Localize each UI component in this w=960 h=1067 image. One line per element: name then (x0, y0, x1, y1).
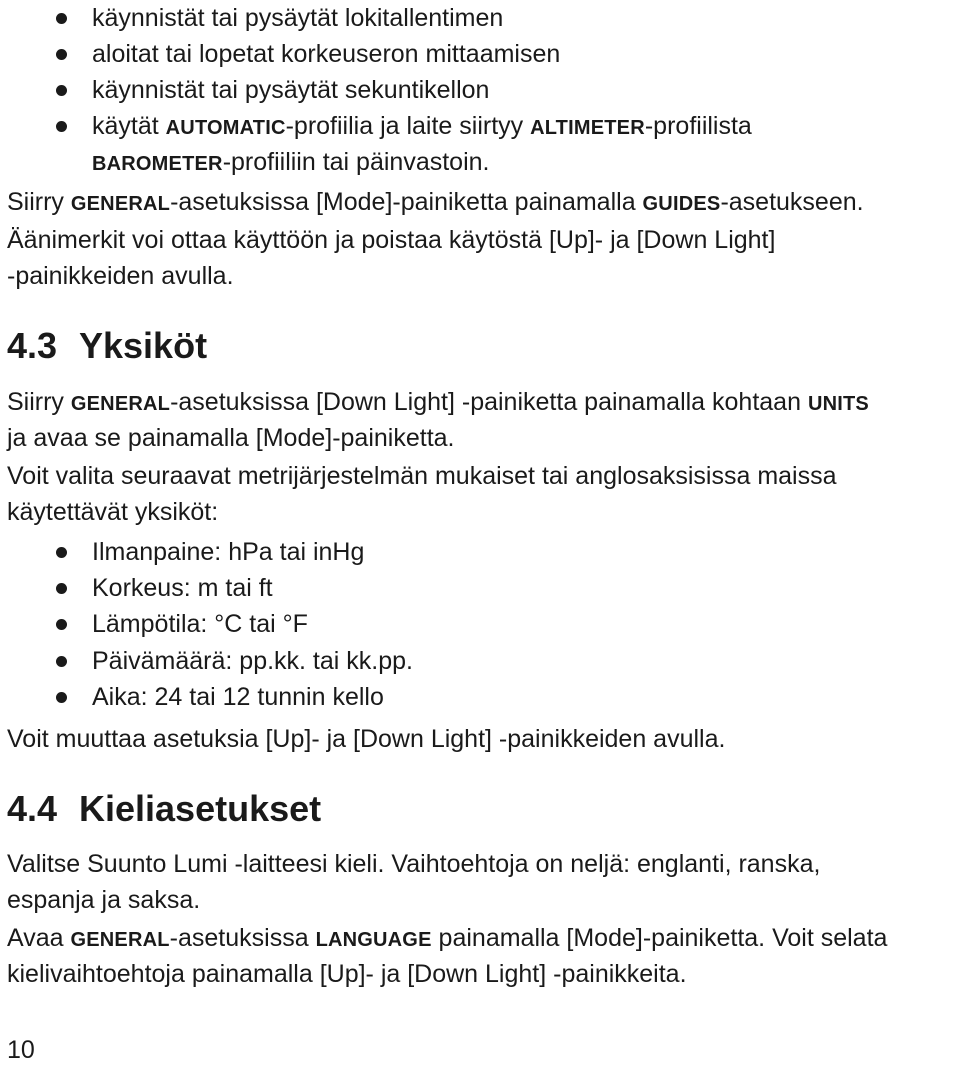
paragraph-line: Äänimerkit voi ottaa käyttöön ja poistaa käytöstä [Up]- ja [Down Light] (7, 226, 776, 254)
list-item: Korkeus: m tai ft (92, 574, 273, 602)
text-run: -asetukseen. (720, 188, 864, 216)
text-run: Avaa (7, 924, 71, 952)
text-run: -profiilista (644, 112, 752, 140)
list-item-continuation (92, 144, 489, 182)
section-heading-language (7, 787, 321, 831)
keyword-barometer: BAROMETER (92, 153, 223, 175)
keyword-general: GENERAL (70, 193, 171, 215)
list-item: Lämpötila: °C tai °F (92, 610, 308, 638)
keyword-units: UNITS (807, 393, 869, 415)
section-heading-units (7, 324, 207, 368)
paragraph-line: -painikkeiden avulla. (7, 262, 234, 290)
bullet-dot (56, 656, 67, 667)
list-item: Aika: 24 tai 12 tunnin kello (92, 683, 384, 711)
text-run: käytät (92, 112, 166, 140)
paragraph-line: Voit valita seuraavat metrijärjestelmän mukaiset tai anglosaksisissa maissa (7, 462, 837, 490)
paragraph-line: Voit muuttaa asetuksia [Up]- ja [Down Light] -painikkeiden avulla. (7, 725, 726, 753)
list-item: käynnistät tai pysäytät sekuntikellon (92, 76, 490, 104)
paragraph-line: Valitse Suunto Lumi -laitteesi kieli. Vaihtoehtoja on neljä: englanti, ranska, (7, 850, 821, 878)
keyword-altimeter: ALTIMETER (530, 117, 645, 139)
text-run: Siirry (7, 388, 71, 416)
text-run: -asetuksissa [Down Light] -painiketta painamalla kohtaan (170, 388, 808, 416)
text-run: painamalla [Mode]-painiketta. Voit selata (431, 924, 888, 952)
bullet-dot (56, 121, 67, 132)
text-run: -profiilia ja laite siirtyy (285, 112, 531, 140)
section-number: 4.4 (7, 788, 58, 829)
bullet-dot (56, 547, 67, 558)
paragraph-line (7, 184, 864, 222)
text-run: Siirry (7, 188, 71, 216)
paragraph-line: kielivaihtoehtoja painamalla [Up]- ja [Down Light] -painikkeita. (7, 960, 687, 988)
keyword-general: GENERAL (70, 393, 171, 415)
list-item: Ilmanpaine: hPa tai inHg (92, 538, 365, 566)
list-item: aloitat tai lopetat korkeuseron mittaamisen (92, 40, 561, 68)
bullet-dot (56, 49, 67, 60)
paragraph-line (7, 920, 887, 958)
keyword-guides: GUIDES (642, 193, 721, 215)
paragraph-line: espanja ja saksa. (7, 886, 201, 914)
bullet-dot (56, 583, 67, 594)
list-item (92, 108, 752, 146)
bullet-dot (56, 85, 67, 96)
section-title: Yksiköt (79, 325, 208, 366)
text-run: -asetuksissa [Mode]-painiketta painamalla (170, 188, 643, 216)
page-number: 10 (7, 1036, 35, 1064)
text-run: -profiiliin tai päinvastoin. (222, 148, 490, 176)
bullet-dot (56, 692, 67, 703)
text-run: -asetuksissa (169, 924, 316, 952)
section-number: 4.3 (7, 325, 58, 366)
keyword-general: GENERAL (70, 929, 170, 951)
bullet-dot (56, 13, 67, 24)
keyword-automatic: AUTOMATIC (165, 117, 286, 139)
paragraph-line: ja avaa se painamalla [Mode]-painiketta. (7, 424, 455, 452)
list-item: Päivämäärä: pp.kk. tai kk.pp. (92, 647, 413, 675)
list-item: käynnistät tai pysäytät lokitallentimen (92, 4, 504, 32)
bullet-dot (56, 619, 67, 630)
keyword-language: LANGUAGE (315, 929, 432, 951)
section-title: Kieliasetukset (79, 788, 322, 829)
paragraph-line (7, 384, 869, 422)
paragraph-line: käytettävät yksiköt: (7, 498, 219, 526)
